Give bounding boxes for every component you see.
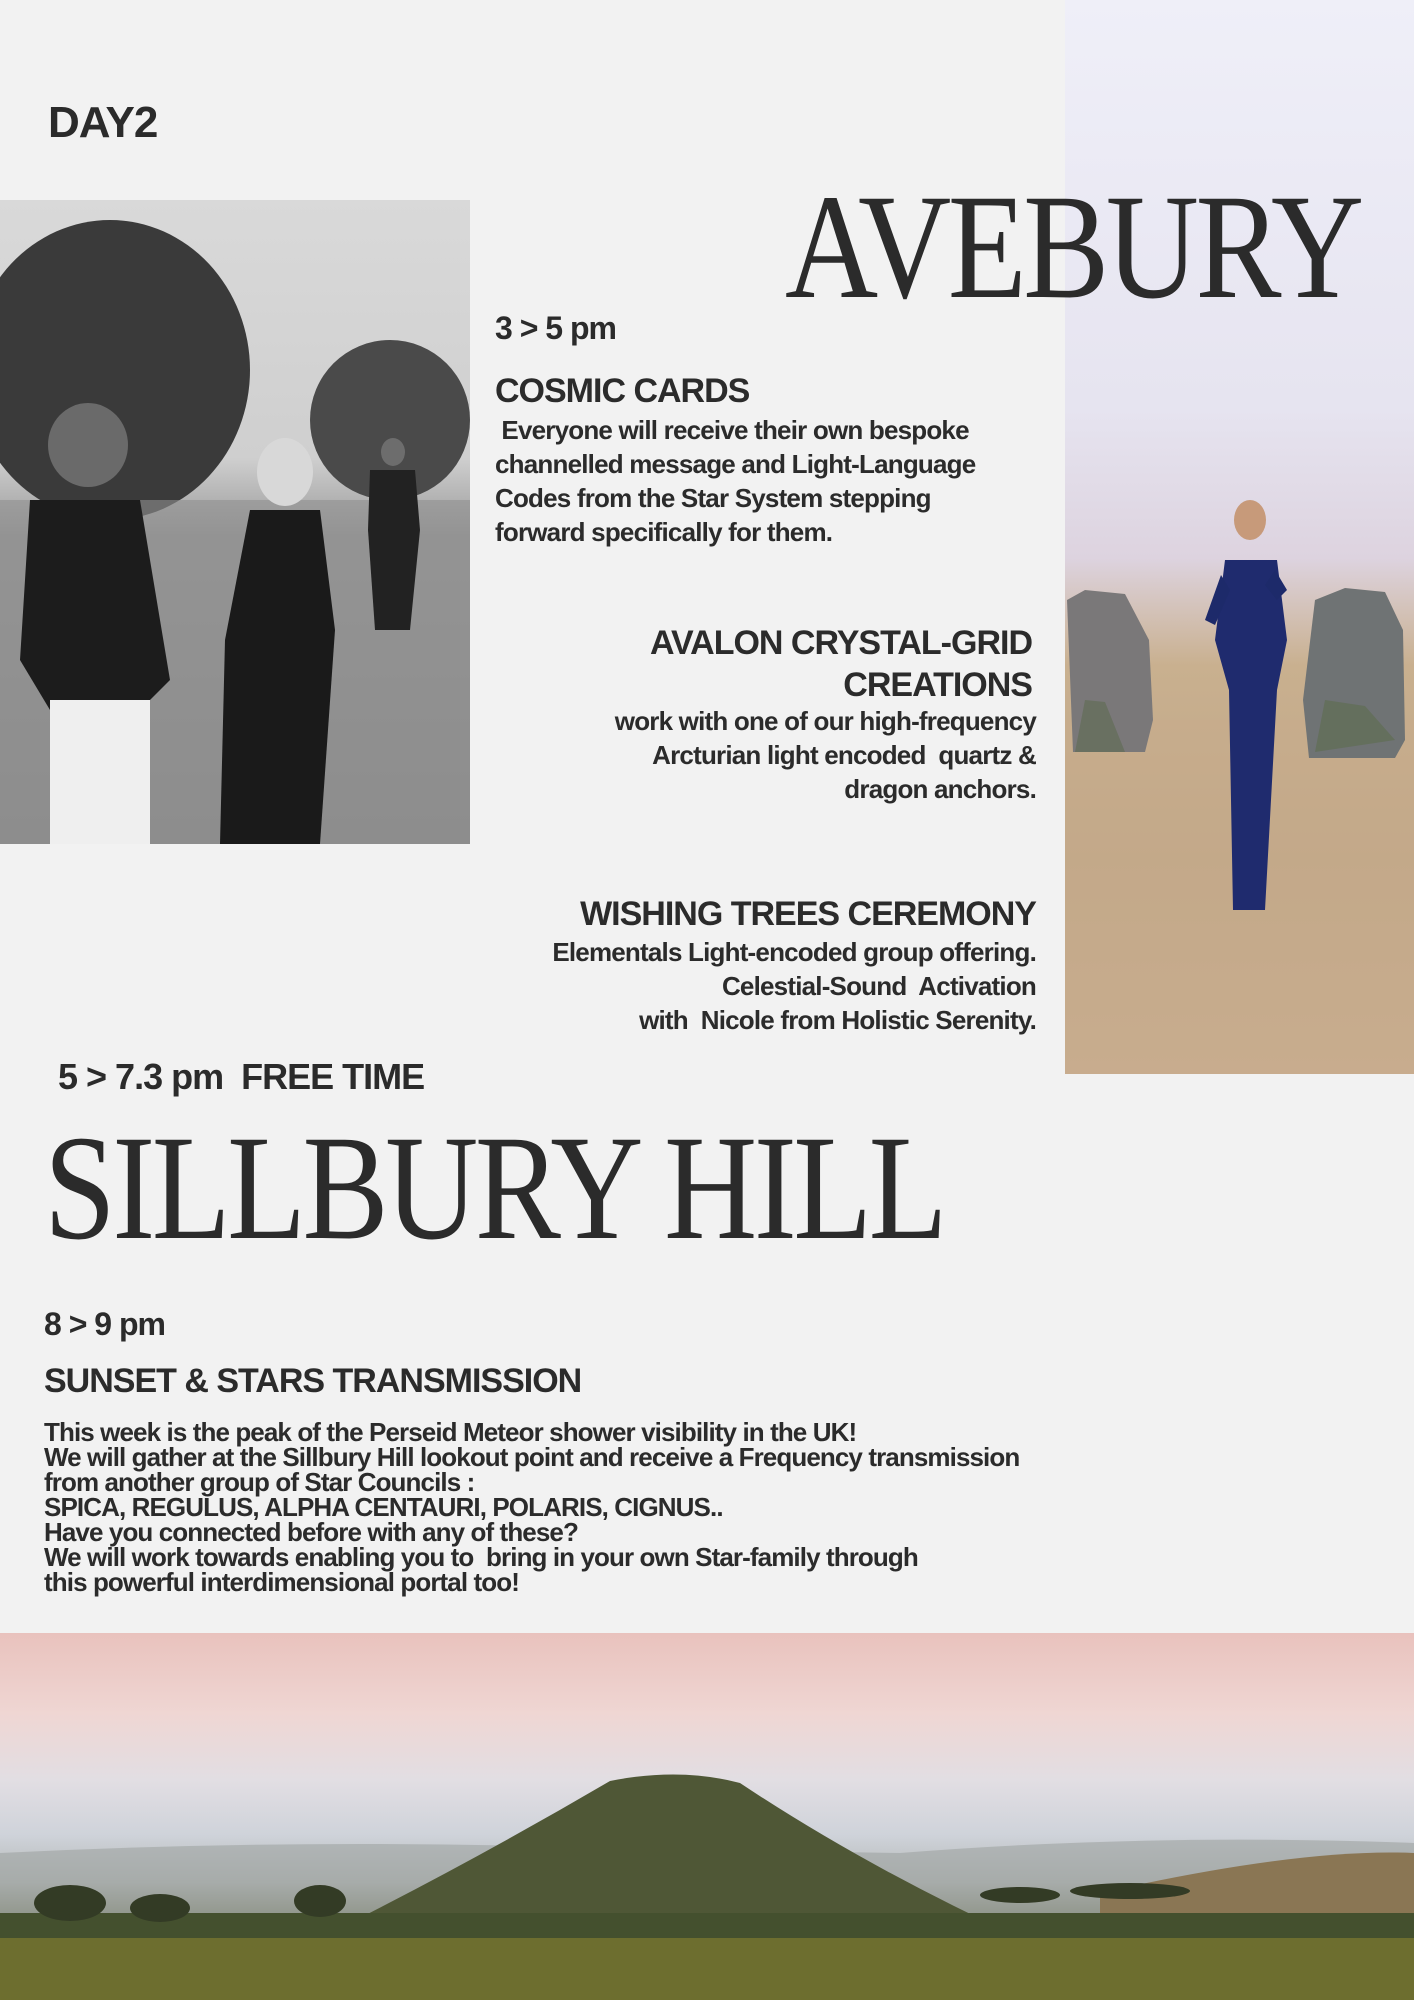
body-line: Arcturian light encoded quartz &	[652, 740, 1036, 770]
body-line: We will work towards enabling you to bring in your own Star-family through	[44, 1542, 918, 1572]
session-body-wishing-trees	[480, 935, 1036, 1037]
body-line: Everyone will receive their own bespoke	[495, 415, 969, 445]
body-line: work with one of our high-frequency	[614, 706, 1036, 736]
time-avebury: 3 > 5 pm	[495, 310, 616, 346]
free-time: 5 > 7.3 pm FREE TIME	[58, 1056, 425, 1097]
body-line: Have you connected before with any of these?	[44, 1517, 578, 1547]
session-heading-wishing-trees: WISHING TREES CEREMONY	[580, 895, 1036, 933]
session-heading-cosmic-cards: COSMIC CARDS	[495, 372, 750, 410]
heading-line: AVALON CRYSTAL-GRID	[649, 624, 1032, 662]
body-line: Celestial-Sound Activation	[721, 971, 1036, 1001]
location-title-avebury: AVEBURY	[785, 164, 1361, 330]
heading-line: CREATIONS	[843, 666, 1032, 704]
photo-woman-standing-stones	[1065, 0, 1414, 1074]
body-line: We will gather at the Sillbury Hill lookout point and receive a Frequency transmission	[44, 1442, 1020, 1472]
body-line: with Nicole from Holistic Serenity.	[639, 1005, 1036, 1035]
photo-sillbury-hill-landscape	[0, 1633, 1414, 2000]
location-title-sillbury: SILLBURY HILL	[44, 1105, 945, 1271]
body-line: forward specifically for them.	[495, 517, 833, 547]
body-line: channelled message and Light-Language	[495, 449, 976, 479]
body-line: This week is the peak of the Perseid Meteor shower visibility in the UK!	[44, 1417, 857, 1447]
day-label: DAY2	[48, 98, 158, 147]
session-body-sunset-stars	[44, 1417, 1094, 1597]
body-line: from another group of Star Councils :	[44, 1467, 475, 1497]
session-body-cosmic-cards	[495, 413, 1055, 549]
time-sillbury: 8 > 9 pm	[44, 1306, 165, 1342]
session-heading-avalon	[530, 622, 1032, 706]
body-line: Codes from the Star System stepping	[495, 483, 931, 513]
body-line: this powerful interdimensional portal too!	[44, 1567, 519, 1597]
session-heading-sunset-stars: SUNSET & STARS TRANSMISSION	[44, 1362, 582, 1400]
photo-group-in-field	[0, 200, 470, 844]
body-line: SPICA, REGULUS, ALPHA CENTAURI, POLARIS, CIGNUS..	[44, 1492, 723, 1522]
session-body-avalon	[530, 704, 1036, 806]
body-line: Elementals Light-encoded group offering.	[552, 937, 1036, 967]
body-line: dragon anchors.	[844, 774, 1036, 804]
